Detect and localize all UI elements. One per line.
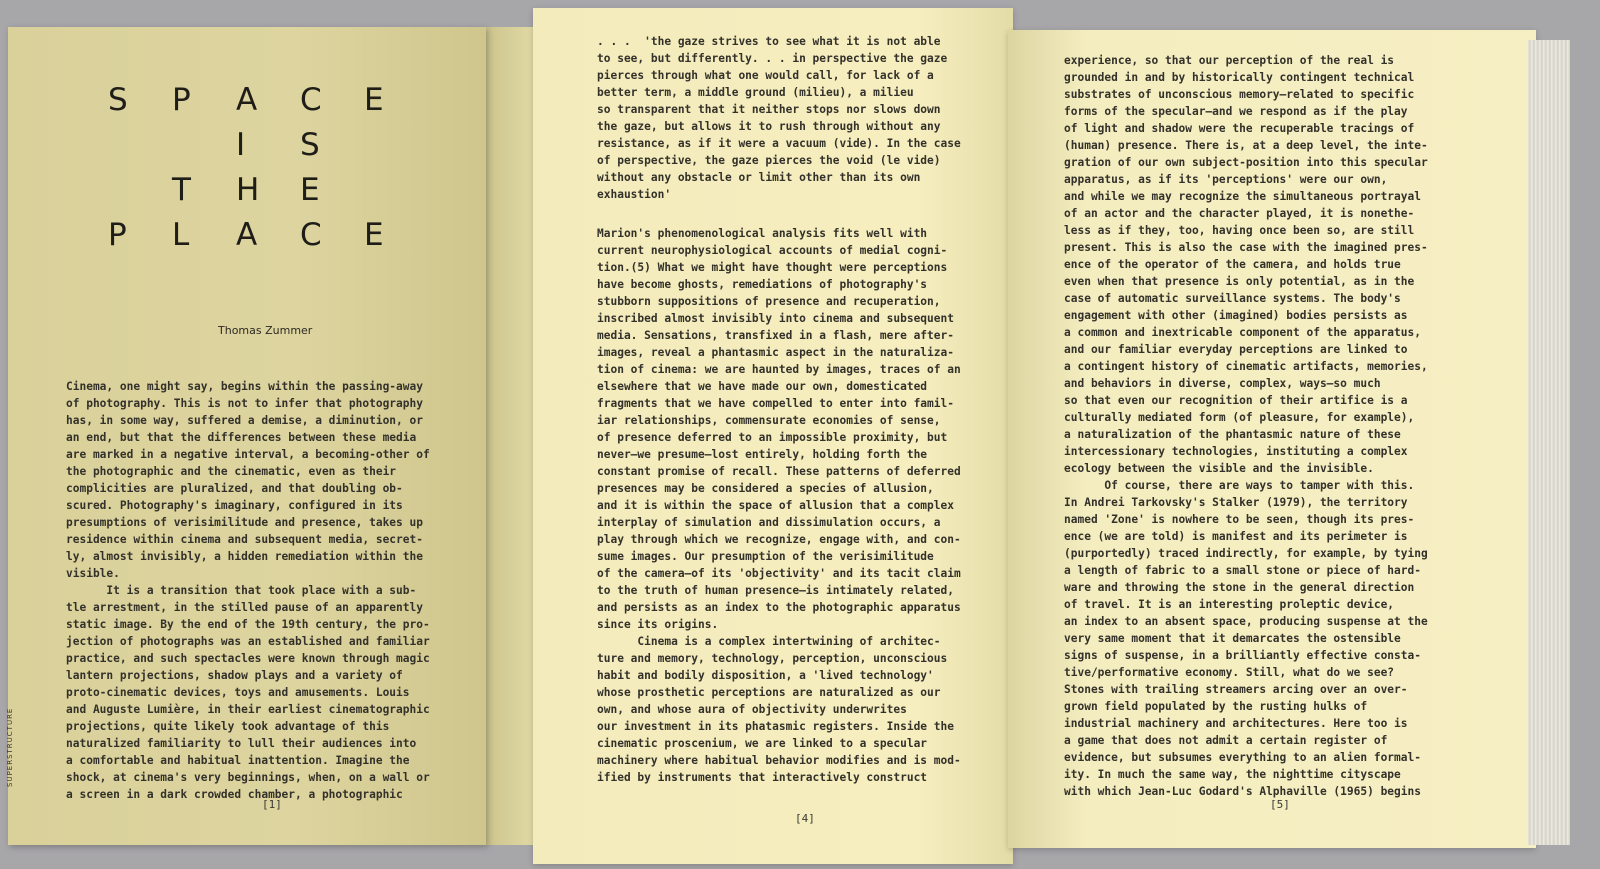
- title-letter: C: [300, 217, 322, 253]
- title-letter: A: [236, 82, 258, 118]
- spine-label: SUPERSTRUCTURE: [6, 707, 14, 787]
- middle-page-quote: . . . 'the gaze strives to see what it is not able to see, but differently. . . in perspective the gaze pierces through what one would call, for lack of a better term, a middle ground (milieu), a milieu so transparent that it neither stops nor slows down the gaze, but allows it to rush through without any resistance, as if it were a vacuum (vide). In the case of perspective, the gaze pierces the void (le vide) without any obstacle or limit other than its own exhaustion': [597, 35, 961, 201]
- title-letter: S: [300, 127, 320, 163]
- page-number-middle: [4]: [795, 812, 815, 825]
- title-letter: P: [108, 217, 127, 253]
- title-row: [108, 82, 428, 127]
- title-letter: H: [236, 172, 260, 208]
- title-row: [108, 127, 428, 172]
- title-letter: [108, 127, 172, 172]
- left-page-body-text: Cinema, one might say, begins within the passing-away of photography. This is not to infer that photography has, in some way, suffered a demise, a diminution, or an end, but that the differences between these media are marked in a negative interval, a becoming-other of the photographic and the cinematic, even as their complicities are pluralized, and that doubling ob- scured. Photography's imaginary, configured in its presumptions of verisimilitude and presence, takes up residence within cinema and subsequent media, secret- ly, almost invisibly, a hidden remediation within the visible. It is a transition that took place with a sub- tle arrestment, in the stilled pause of an apparently static image. By the end of the 19th century, the pro- jection of photographs was an established and familiar practice, and such spectacles were known through magic lantern projections, shadow plays and a variety of proto-cinematic devices, toys and amusements. Louis and Auguste Lumière, in their earliest cinematographic projections, quite likely took advantage of this naturalized familiarity to lull their audiences into a comfortable and habitual inattention. Imagine the shock, at cinema's very beginnings, when, on a wall or a screen in a dark crowded chamber, a photographic: [66, 380, 430, 801]
- title-letter: L: [172, 217, 190, 253]
- title-letter: I: [236, 127, 246, 163]
- title-letter: [108, 172, 172, 217]
- page-edges: [1528, 40, 1570, 845]
- title-letter: [364, 172, 428, 217]
- title-letter: E: [300, 172, 320, 208]
- right-page-body-text: experience, so that our perception of the real is grounded in and by historically contingent technical substrates of unconscious memory—related to specific forms of the specular—and we respond as if the play of light and shadow were the recuperable tracings of (human) presence. There is, at a deep level, the inte- gration of our own subject-position into this specular apparatus, as if its 'perceptions' were our own, and while we may recognize the simultaneous portrayal of an actor and the character played, it is nonethe- less as if they, too, having once been so, are still present. This is also the case with the imagined pres- ence of the operator of the camera, and holds true even when that presence is only potential, as in the case of automatic surveillance systems. The body's engagement with other (imagined) bodies persists as a common and inextricable component of the apparatus, and our familiar everyday perceptions are linked to a contingent history of cinematic artifacts, memories, and behaviors in diverse, complex, ways—so much so that even our recognition of their artifice is a culturally mediated form (of pleasure, for example), a naturalization of the phantasmic nature of these intercessionary technologies, instituting a complex ecology between the visible and the invisible. Of course, there are ways to tamper with this. In Andrei Tarkovsky's Stalker (1979), the territory named 'Zone' is nowhere to be seen, though its pres- ence (we are told) is manifest and its perimeter is (purportedly) traced indirectly, for example, by tying a length of fabric to a small stone or piece of hard- ware and throwing the stone in the general direction of travel. It is an interesting proleptic device, an index to an absent space, producing suspense at the very same moment that it demarcates the ostensible signs of suspense, in a brilliantly effective consta- tive/performative economy. Still, what do we see? Stones with trailing streamers arcing over an over- grown field populated by the rusting hulks of industrial machinery and architectures. Here too is a game that does not admit a certain register of evidence, but subsumes everything to an alien formal- ity. In much the same way, the nighttime cityscape with which Jean-Luc Godard's Alphaville (1965) begins: [1064, 54, 1428, 798]
- title-letter: A: [236, 217, 258, 253]
- title-letter: E: [364, 217, 384, 253]
- author-name: Thomas Zummer: [218, 324, 313, 337]
- article-title: [108, 82, 428, 262]
- page-number-left: [1]: [262, 798, 282, 811]
- title-letter: C: [300, 82, 322, 118]
- title-letter: S: [108, 82, 128, 118]
- title-letter: P: [172, 82, 191, 118]
- title-letter: [172, 127, 236, 172]
- middle-page-body-text: Marion's phenomenological analysis fits well with current neurophysiological accounts of medial cogni- tion.(5) What we might have thought were perceptions have become ghosts, remediations of photography's stubborn suppositions of presence and recuperation, inscribed almost invisibly into cinema and subsequent media. Sensations, transfixed in a flash, mere after- images, reveal a phantasmic aspect in the naturaliza- tion of cinema: we are haunted by images, traces of an elsewhere that we have made our own, domesticated fragments that we have compelled to enter into famil- iar relationships, commensurate economies of sense, of presence deferred to an impossible proximity, but never—we presume—lost entirely, holding forth the constant promise of recall. These patterns of deferred presences may be considered a species of allusion, and it is within the space of allusion that a complex interplay of simulation and dissimulation occurs, a play through which we recognize, engage with, and con- sume images. Our presumption of the verisimilitude of the camera—of its 'objectivity' and its tacit claim to the truth of human presence—is intimately related, and persists as an index to the photographic apparatus since its origins. Cinema is a complex intertwining of architec- ture and memory, technology, perception, unconscious habit and bodily disposition, a 'lived technology' whose prosthetic perceptions are naturalized as our own, and whose aura of objectivity underwrites our investment in its phatasmic registers. Inside the cinematic proscenium, we are linked to a specular machinery where habitual behavior modifies and is mod- ified by instruments that interactively construct: [597, 227, 961, 784]
- title-row: [108, 217, 428, 262]
- title-row: [108, 172, 428, 217]
- title-letter: E: [364, 82, 384, 118]
- title-letter: [364, 127, 428, 172]
- page-number-right: [5]: [1270, 798, 1290, 811]
- page-stack-shadow: [478, 27, 538, 845]
- title-letter: T: [172, 172, 191, 208]
